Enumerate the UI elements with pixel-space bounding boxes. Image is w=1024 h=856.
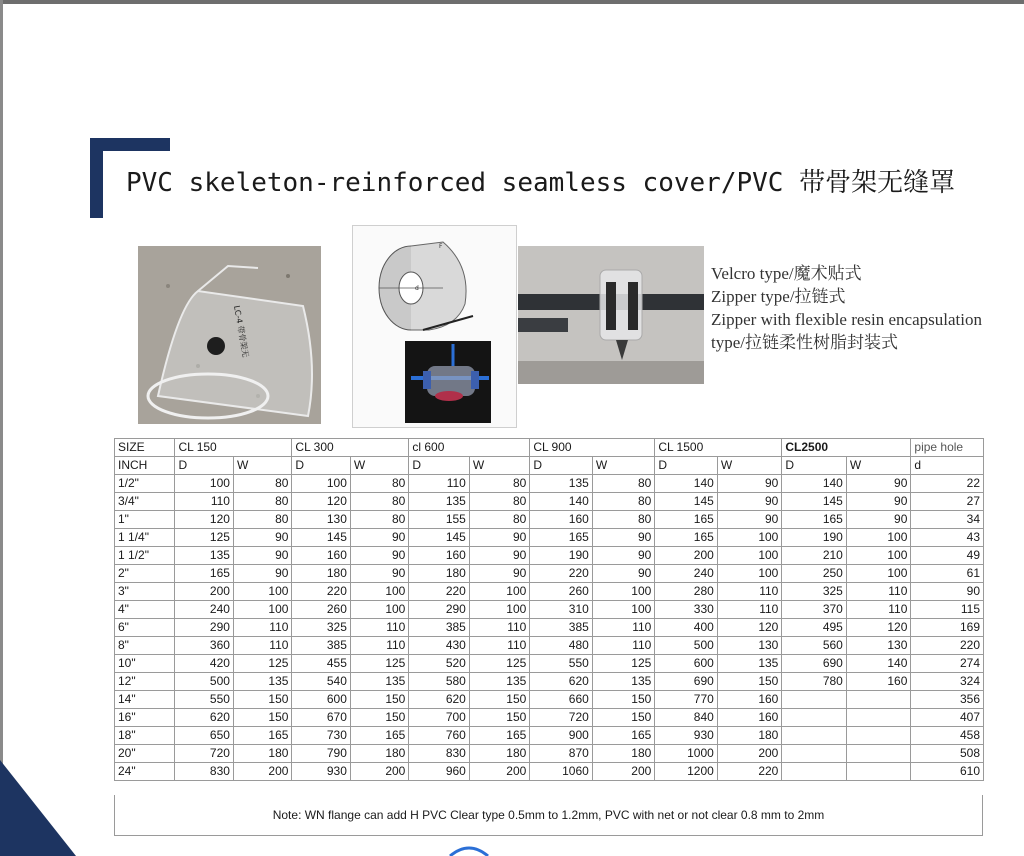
bottom-decoration bbox=[448, 846, 490, 856]
value-cell: 120 bbox=[846, 619, 911, 637]
value-cell: 660 bbox=[530, 691, 593, 709]
value-cell: 125 bbox=[469, 655, 529, 673]
header-cell: pipe hole bbox=[911, 439, 984, 457]
value-cell: 115 bbox=[911, 601, 984, 619]
value-cell: 90 bbox=[350, 565, 408, 583]
value-cell: 90 bbox=[350, 547, 408, 565]
value-cell: 165 bbox=[592, 727, 655, 745]
value-cell: 100 bbox=[233, 601, 291, 619]
diagram-label-d: d bbox=[415, 285, 419, 292]
value-cell: 80 bbox=[592, 511, 655, 529]
legend-zipper-resin-cont: type/拉链柔性树脂封装式 bbox=[711, 333, 898, 352]
value-cell: 690 bbox=[782, 655, 847, 673]
value-cell: 22 bbox=[911, 475, 984, 493]
installed-cover-photo bbox=[518, 246, 704, 384]
header-cell: CL 300 bbox=[292, 439, 409, 457]
table-row bbox=[115, 763, 984, 781]
value-cell: 870 bbox=[530, 745, 593, 763]
cover-types-legend bbox=[711, 262, 1011, 354]
value-cell: 145 bbox=[292, 529, 350, 547]
header-cell: CL2500 bbox=[782, 439, 911, 457]
value-cell: 90 bbox=[592, 547, 655, 565]
header-cell: CL 900 bbox=[530, 439, 655, 457]
value-cell: 200 bbox=[655, 547, 718, 565]
value-cell: 145 bbox=[409, 529, 469, 547]
table-header-class bbox=[115, 439, 984, 457]
value-cell: 135 bbox=[409, 493, 469, 511]
value-cell: 550 bbox=[175, 691, 233, 709]
clear-cover-photo bbox=[138, 246, 321, 424]
value-cell: 274 bbox=[911, 655, 984, 673]
value-cell: 200 bbox=[233, 763, 291, 781]
value-cell: 90 bbox=[469, 529, 529, 547]
value-cell: 80 bbox=[350, 493, 408, 511]
value-cell: 930 bbox=[655, 727, 718, 745]
value-cell: 200 bbox=[350, 763, 408, 781]
value-cell: 90 bbox=[350, 529, 408, 547]
table-row bbox=[115, 727, 984, 745]
table-header-dims bbox=[115, 457, 984, 475]
header-cell: W bbox=[350, 457, 408, 475]
value-cell: 165 bbox=[469, 727, 529, 745]
value-cell: 110 bbox=[233, 637, 291, 655]
value-cell: 200 bbox=[717, 745, 782, 763]
header-cell: INCH bbox=[115, 457, 175, 475]
value-cell: 110 bbox=[350, 619, 408, 637]
size-cell: 1 1/4" bbox=[115, 529, 175, 547]
table-row bbox=[115, 475, 984, 493]
value-cell: 160 bbox=[717, 691, 782, 709]
value-cell bbox=[846, 691, 911, 709]
value-cell: 840 bbox=[655, 709, 718, 727]
value-cell bbox=[782, 745, 847, 763]
size-cell: 24" bbox=[115, 763, 175, 781]
header-cell: cl 600 bbox=[409, 439, 530, 457]
value-cell: 90 bbox=[717, 511, 782, 529]
table-row bbox=[115, 529, 984, 547]
value-cell: 160 bbox=[530, 511, 593, 529]
value-cell: 520 bbox=[409, 655, 469, 673]
value-cell: 90 bbox=[592, 565, 655, 583]
table-row bbox=[115, 511, 984, 529]
header-cell: W bbox=[717, 457, 782, 475]
value-cell: 650 bbox=[175, 727, 233, 745]
value-cell: 150 bbox=[717, 673, 782, 691]
value-cell: 135 bbox=[350, 673, 408, 691]
value-cell: 120 bbox=[292, 493, 350, 511]
value-cell: 200 bbox=[469, 763, 529, 781]
value-cell: 43 bbox=[911, 529, 984, 547]
diagram-label-f: F bbox=[439, 243, 443, 250]
value-cell: 580 bbox=[409, 673, 469, 691]
value-cell: 110 bbox=[409, 475, 469, 493]
value-cell: 90 bbox=[911, 583, 984, 601]
value-cell: 150 bbox=[350, 709, 408, 727]
header-cell: CL 1500 bbox=[655, 439, 782, 457]
value-cell: 260 bbox=[292, 601, 350, 619]
value-cell: 180 bbox=[409, 565, 469, 583]
header-cell: D bbox=[292, 457, 350, 475]
value-cell: 90 bbox=[592, 529, 655, 547]
value-cell: 100 bbox=[717, 529, 782, 547]
size-cell: 4" bbox=[115, 601, 175, 619]
value-cell: 760 bbox=[409, 727, 469, 745]
size-cell: 1" bbox=[115, 511, 175, 529]
value-cell: 1000 bbox=[655, 745, 718, 763]
value-cell: 61 bbox=[911, 565, 984, 583]
value-cell: 90 bbox=[233, 529, 291, 547]
legend-zipper: Zipper type/拉链式 bbox=[711, 287, 846, 306]
value-cell: 160 bbox=[846, 673, 911, 691]
value-cell: 180 bbox=[233, 745, 291, 763]
value-cell: 135 bbox=[592, 673, 655, 691]
value-cell: 155 bbox=[409, 511, 469, 529]
value-cell: 180 bbox=[592, 745, 655, 763]
value-cell: 280 bbox=[655, 583, 718, 601]
value-cell: 165 bbox=[530, 529, 593, 547]
value-cell: 165 bbox=[655, 511, 718, 529]
value-cell: 508 bbox=[911, 745, 984, 763]
value-cell: 830 bbox=[175, 763, 233, 781]
value-cell: 150 bbox=[592, 691, 655, 709]
value-cell: 500 bbox=[655, 637, 718, 655]
size-cell: 16" bbox=[115, 709, 175, 727]
size-cell: 18" bbox=[115, 727, 175, 745]
value-cell: 90 bbox=[717, 475, 782, 493]
value-cell: 190 bbox=[782, 529, 847, 547]
value-cell: 100 bbox=[469, 601, 529, 619]
value-cell: 80 bbox=[350, 511, 408, 529]
value-cell: 420 bbox=[175, 655, 233, 673]
value-cell: 135 bbox=[175, 547, 233, 565]
value-cell: 140 bbox=[846, 655, 911, 673]
value-cell: 240 bbox=[655, 565, 718, 583]
header-cell: CL 150 bbox=[175, 439, 292, 457]
size-cell: 2" bbox=[115, 565, 175, 583]
legend-zipper-resin: Zipper with flexible resin encapsulation bbox=[711, 310, 982, 329]
table-row bbox=[115, 637, 984, 655]
value-cell bbox=[846, 709, 911, 727]
value-cell: 220 bbox=[530, 565, 593, 583]
value-cell: 165 bbox=[175, 565, 233, 583]
value-cell: 110 bbox=[592, 637, 655, 655]
value-cell: 165 bbox=[782, 511, 847, 529]
value-cell: 370 bbox=[782, 601, 847, 619]
value-cell: 458 bbox=[911, 727, 984, 745]
table-row bbox=[115, 583, 984, 601]
table-row bbox=[115, 619, 984, 637]
value-cell bbox=[846, 727, 911, 745]
value-cell: 180 bbox=[350, 745, 408, 763]
header-cell: D bbox=[175, 457, 233, 475]
value-cell: 790 bbox=[292, 745, 350, 763]
value-cell: 600 bbox=[655, 655, 718, 673]
table-row bbox=[115, 601, 984, 619]
value-cell: 330 bbox=[655, 601, 718, 619]
value-cell: 190 bbox=[530, 547, 593, 565]
value-cell: 130 bbox=[717, 637, 782, 655]
value-cell: 385 bbox=[409, 619, 469, 637]
value-cell: 830 bbox=[409, 745, 469, 763]
size-table bbox=[114, 438, 984, 781]
value-cell: 310 bbox=[530, 601, 593, 619]
value-cell: 100 bbox=[592, 601, 655, 619]
value-cell: 110 bbox=[846, 601, 911, 619]
value-cell: 125 bbox=[350, 655, 408, 673]
value-cell: 165 bbox=[655, 529, 718, 547]
value-cell: 100 bbox=[717, 547, 782, 565]
value-cell: 290 bbox=[409, 601, 469, 619]
value-cell: 240 bbox=[175, 601, 233, 619]
value-cell: 145 bbox=[782, 493, 847, 511]
value-cell: 150 bbox=[233, 709, 291, 727]
value-cell: 385 bbox=[292, 637, 350, 655]
size-cell: 1/2" bbox=[115, 475, 175, 493]
size-cell: 8" bbox=[115, 637, 175, 655]
value-cell: 385 bbox=[530, 619, 593, 637]
table-row bbox=[115, 691, 984, 709]
value-cell: 220 bbox=[292, 583, 350, 601]
value-cell: 110 bbox=[717, 583, 782, 601]
value-cell: 90 bbox=[846, 511, 911, 529]
value-cell: 160 bbox=[292, 547, 350, 565]
value-cell: 324 bbox=[911, 673, 984, 691]
cover-label: LC-4 带骨架无 bbox=[232, 304, 251, 359]
value-cell: 1060 bbox=[530, 763, 593, 781]
value-cell: 620 bbox=[175, 709, 233, 727]
value-cell: 400 bbox=[655, 619, 718, 637]
value-cell: 550 bbox=[530, 655, 593, 673]
value-cell: 100 bbox=[846, 547, 911, 565]
value-cell: 135 bbox=[530, 475, 593, 493]
value-cell: 610 bbox=[911, 763, 984, 781]
value-cell: 220 bbox=[409, 583, 469, 601]
header-cell: W bbox=[592, 457, 655, 475]
value-cell: 80 bbox=[592, 475, 655, 493]
header-cell: d bbox=[911, 457, 984, 475]
value-cell: 145 bbox=[655, 493, 718, 511]
value-cell bbox=[782, 709, 847, 727]
size-cell: 3/4" bbox=[115, 493, 175, 511]
value-cell: 120 bbox=[175, 511, 233, 529]
value-cell: 110 bbox=[175, 493, 233, 511]
value-cell: 430 bbox=[409, 637, 469, 655]
value-cell bbox=[782, 727, 847, 745]
value-cell: 407 bbox=[911, 709, 984, 727]
value-cell: 165 bbox=[233, 727, 291, 745]
value-cell: 90 bbox=[233, 565, 291, 583]
size-cell: 3" bbox=[115, 583, 175, 601]
value-cell bbox=[846, 763, 911, 781]
value-cell: 720 bbox=[530, 709, 593, 727]
value-cell: 325 bbox=[782, 583, 847, 601]
value-cell: 90 bbox=[717, 493, 782, 511]
table-row bbox=[115, 493, 984, 511]
value-cell: 169 bbox=[911, 619, 984, 637]
value-cell: 220 bbox=[911, 637, 984, 655]
value-cell: 100 bbox=[292, 475, 350, 493]
value-cell: 500 bbox=[175, 673, 233, 691]
legend-velcro: Velcro type/魔术贴式 bbox=[711, 264, 862, 283]
value-cell: 720 bbox=[175, 745, 233, 763]
value-cell: 90 bbox=[846, 475, 911, 493]
value-cell bbox=[782, 691, 847, 709]
value-cell: 140 bbox=[655, 475, 718, 493]
value-cell: 620 bbox=[409, 691, 469, 709]
size-cell: 1 1/2" bbox=[115, 547, 175, 565]
value-cell: 110 bbox=[350, 637, 408, 655]
value-cell: 620 bbox=[530, 673, 593, 691]
value-cell: 730 bbox=[292, 727, 350, 745]
value-cell: 135 bbox=[469, 673, 529, 691]
value-cell: 80 bbox=[233, 493, 291, 511]
value-cell: 125 bbox=[592, 655, 655, 673]
value-cell: 780 bbox=[782, 673, 847, 691]
value-cell: 125 bbox=[175, 529, 233, 547]
value-cell: 110 bbox=[469, 637, 529, 655]
value-cell: 110 bbox=[469, 619, 529, 637]
value-cell: 100 bbox=[846, 529, 911, 547]
value-cell: 290 bbox=[175, 619, 233, 637]
size-cell: 6" bbox=[115, 619, 175, 637]
table-row bbox=[115, 745, 984, 763]
value-cell: 900 bbox=[530, 727, 593, 745]
table-row bbox=[115, 655, 984, 673]
value-cell: 120 bbox=[717, 619, 782, 637]
value-cell: 260 bbox=[530, 583, 593, 601]
value-cell bbox=[782, 763, 847, 781]
value-cell: 770 bbox=[655, 691, 718, 709]
value-cell: 250 bbox=[782, 565, 847, 583]
value-cell: 110 bbox=[846, 583, 911, 601]
value-cell: 100 bbox=[469, 583, 529, 601]
value-cell: 100 bbox=[592, 583, 655, 601]
header-cell: D bbox=[530, 457, 593, 475]
size-cell: 10" bbox=[115, 655, 175, 673]
value-cell: 90 bbox=[469, 565, 529, 583]
value-cell: 325 bbox=[292, 619, 350, 637]
value-cell: 110 bbox=[592, 619, 655, 637]
table-row bbox=[115, 547, 984, 565]
value-cell: 135 bbox=[233, 673, 291, 691]
value-cell: 34 bbox=[911, 511, 984, 529]
value-cell: 150 bbox=[350, 691, 408, 709]
value-cell: 200 bbox=[175, 583, 233, 601]
header-cell: D bbox=[409, 457, 469, 475]
value-cell: 80 bbox=[469, 493, 529, 511]
value-cell bbox=[846, 745, 911, 763]
value-cell: 80 bbox=[233, 511, 291, 529]
value-cell: 495 bbox=[782, 619, 847, 637]
left-border bbox=[0, 0, 3, 856]
value-cell: 80 bbox=[350, 475, 408, 493]
value-cell: 125 bbox=[233, 655, 291, 673]
value-cell: 130 bbox=[292, 511, 350, 529]
header-cell: W bbox=[469, 457, 529, 475]
corner-decoration bbox=[0, 760, 76, 856]
value-cell: 165 bbox=[350, 727, 408, 745]
value-cell: 110 bbox=[233, 619, 291, 637]
value-cell: 90 bbox=[233, 547, 291, 565]
value-cell: 150 bbox=[233, 691, 291, 709]
header-cell: D bbox=[782, 457, 847, 475]
value-cell: 670 bbox=[292, 709, 350, 727]
table-note: Note: WN flange can add H PVC Clear type 0.5mm to 1.2mm, PVC with net or not clear 0.8 mm to 2mm bbox=[114, 795, 983, 836]
table-row bbox=[115, 565, 984, 583]
value-cell: 700 bbox=[409, 709, 469, 727]
value-cell: 100 bbox=[846, 565, 911, 583]
value-cell: 930 bbox=[292, 763, 350, 781]
value-cell: 140 bbox=[782, 475, 847, 493]
value-cell: 100 bbox=[350, 601, 408, 619]
value-cell: 210 bbox=[782, 547, 847, 565]
value-cell: 130 bbox=[846, 637, 911, 655]
value-cell: 80 bbox=[592, 493, 655, 511]
value-cell: 160 bbox=[409, 547, 469, 565]
value-cell: 150 bbox=[469, 691, 529, 709]
top-border bbox=[0, 0, 1024, 4]
size-cell: 20" bbox=[115, 745, 175, 763]
value-cell: 27 bbox=[911, 493, 984, 511]
value-cell: 600 bbox=[292, 691, 350, 709]
value-cell: 220 bbox=[717, 763, 782, 781]
value-cell: 49 bbox=[911, 547, 984, 565]
table-row bbox=[115, 709, 984, 727]
value-cell: 135 bbox=[717, 655, 782, 673]
value-cell: 90 bbox=[469, 547, 529, 565]
value-cell: 80 bbox=[233, 475, 291, 493]
table-row bbox=[115, 673, 984, 691]
value-cell: 480 bbox=[530, 637, 593, 655]
value-cell: 100 bbox=[175, 475, 233, 493]
value-cell: 960 bbox=[409, 763, 469, 781]
value-cell: 160 bbox=[717, 709, 782, 727]
value-cell: 540 bbox=[292, 673, 350, 691]
header-cell: W bbox=[233, 457, 291, 475]
value-cell: 180 bbox=[717, 727, 782, 745]
header-cell: W bbox=[846, 457, 911, 475]
value-cell: 1200 bbox=[655, 763, 718, 781]
size-cell: 12" bbox=[115, 673, 175, 691]
value-cell: 110 bbox=[717, 601, 782, 619]
value-cell: 80 bbox=[469, 475, 529, 493]
value-cell: 90 bbox=[846, 493, 911, 511]
value-cell: 356 bbox=[911, 691, 984, 709]
value-cell: 150 bbox=[592, 709, 655, 727]
value-cell: 150 bbox=[469, 709, 529, 727]
value-cell: 100 bbox=[717, 565, 782, 583]
value-cell: 100 bbox=[350, 583, 408, 601]
value-cell: 560 bbox=[782, 637, 847, 655]
value-cell: 200 bbox=[592, 763, 655, 781]
value-cell: 100 bbox=[233, 583, 291, 601]
size-cell: 14" bbox=[115, 691, 175, 709]
value-cell: 80 bbox=[469, 511, 529, 529]
page-title: PVC skeleton-reinforced seamless cover/PVC 带骨架无缝罩 bbox=[126, 168, 956, 198]
header-cell: SIZE bbox=[115, 439, 175, 457]
header-cell: D bbox=[655, 457, 718, 475]
value-cell: 690 bbox=[655, 673, 718, 691]
value-cell: 180 bbox=[292, 565, 350, 583]
value-cell: 140 bbox=[530, 493, 593, 511]
value-cell: 455 bbox=[292, 655, 350, 673]
value-cell: 360 bbox=[175, 637, 233, 655]
value-cell: 180 bbox=[469, 745, 529, 763]
cover-diagram bbox=[352, 225, 517, 428]
